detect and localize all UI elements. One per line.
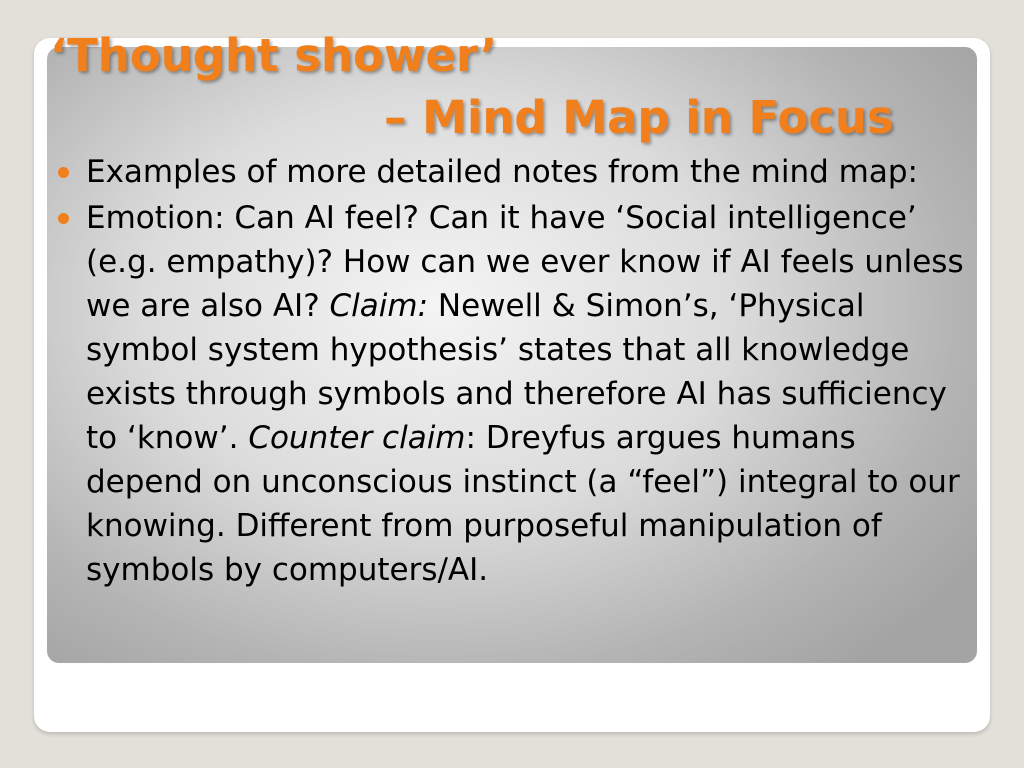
slide-title-line-1: ‘Thought shower’ [50, 29, 498, 82]
slide-title-line-2: – Mind Map in Focus [384, 91, 894, 144]
bullet-item-examples [52, 150, 982, 194]
emotion-text-part-1: Emotion: Can AI feel? Can it have ‘Social intelligence’ (e.g. empathy)? How can we ever know if AI feels unless we are also AI? [86, 200, 964, 324]
emotion-text-part-2: Newell & Simon’s, ‘Physical symbol system hypothesis’ states that all knowledge exists through symbols and therefore AI has sufficiency to ‘know’. [86, 288, 947, 456]
bullet-dot-icon [58, 167, 69, 178]
counter-claim-label: Counter claim [248, 420, 466, 456]
bullet-dot-icon [58, 213, 69, 224]
bullet-list [52, 150, 982, 594]
emotion-text-part-3: : Dreyfus argues humans depend on unconscious instinct (a “feel”) integral to our knowing. Different from purposeful manipulation of symbols by computers/AI. [86, 420, 960, 588]
bullet-item-emotion [52, 196, 982, 592]
bullet-text-emotion [86, 200, 964, 588]
bullet-text-examples: Examples of more detailed notes from the mind map: [86, 154, 918, 190]
claim-label: Claim: [329, 288, 429, 324]
